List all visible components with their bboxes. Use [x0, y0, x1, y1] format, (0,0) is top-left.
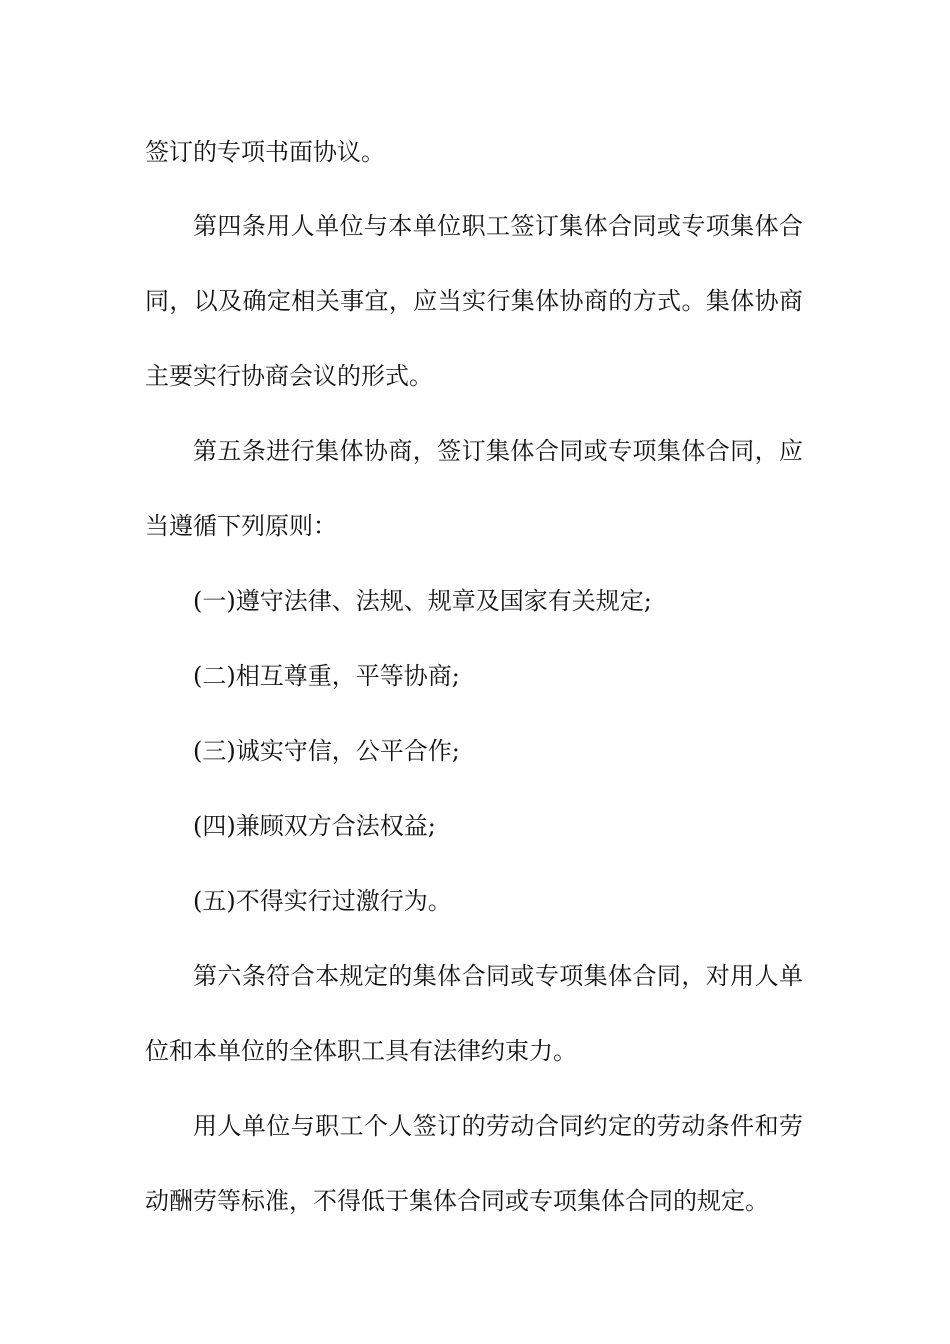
text-line-3: 同，以及确定相关事宜，应当实行集体协商的方式。集体协商: [145, 287, 803, 315]
text-line-2: 第四条用人单位与本单位职工签订集体合同或专项集体合: [193, 212, 803, 240]
list-item-4: (四)兼顾双方合法权益;: [193, 812, 436, 840]
text-line-15: 动酬劳等标准，不得低于集体合同或专项集体合同的规定。: [145, 1187, 769, 1215]
text-line-14: 用人单位与职工个人签订的劳动合同约定的劳动条件和劳: [193, 1112, 803, 1140]
text-line-13: 位和本单位的全体职工具有法律约束力。: [145, 1037, 577, 1065]
text-line-4: 主要实行协商会议的形式。: [145, 362, 433, 390]
text-line-12: 第六条符合本规定的集体合同或专项集体合同，对用人单: [193, 962, 803, 990]
text-line-6: 当遵循下列原则：: [145, 512, 337, 540]
text-line-5: 第五条进行集体协商，签订集体合同或专项集体合同，应: [193, 437, 803, 465]
list-item-1: (一)遵守法律、法规、规章及国家有关规定;: [193, 587, 652, 615]
list-item-3: (三)诚实守信，公平合作;: [193, 737, 460, 765]
list-item-2: (二)相互尊重，平等协商;: [193, 662, 460, 690]
text-line-1: 签订的专项书面协议。: [145, 138, 385, 166]
list-item-5: (五)不得实行过激行为。: [193, 887, 452, 915]
